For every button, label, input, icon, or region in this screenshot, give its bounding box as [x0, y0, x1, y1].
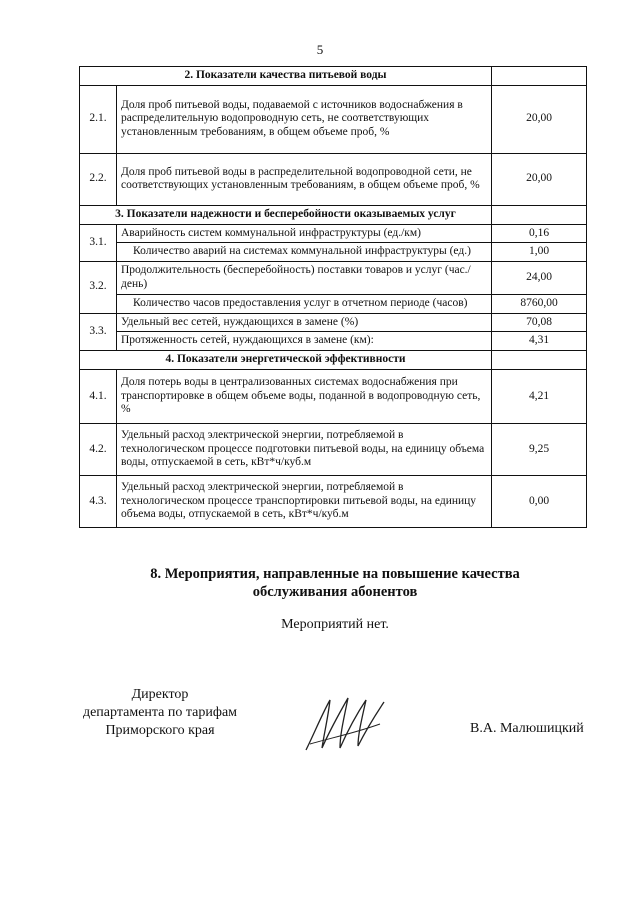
- row-description: Количество часов предоставления услуг в отчетном периоде (часов): [117, 294, 492, 313]
- no-measures-text: Мероприятий нет.: [281, 617, 389, 632]
- table-row: [80, 294, 587, 313]
- heading-line: обслуживания абонентов: [252, 584, 418, 601]
- section-title: 4. Показатели энергетической эффективности: [80, 351, 492, 370]
- row-description: Удельный расход электрической энергии, потребляемой в технологическом процессе транспортировки питьевой воды, на единицу объема воды, отпускаемой в сеть, кВт*ч/куб.м: [117, 475, 492, 527]
- table-row: [80, 243, 587, 262]
- row-number: 2.2.: [80, 153, 117, 205]
- row-number: 3.1.: [80, 224, 117, 262]
- row-description: Доля потерь воды в централизованных системах водоснабжения при транспортировке в общем объеме воды, поданной в водопроводную сеть, %: [117, 369, 492, 423]
- table-row: [80, 475, 587, 527]
- row-number: 4.2.: [80, 423, 117, 475]
- indicators-table: [79, 66, 587, 528]
- table-row: [80, 423, 587, 475]
- row-value: 20,00: [492, 85, 587, 153]
- empty-cell: [492, 67, 587, 86]
- table-row: [80, 85, 587, 153]
- row-description: Продолжительность (бесперебойность) поставки товаров и услуг (час./день): [117, 262, 492, 295]
- table-row: [80, 153, 587, 205]
- row-value: 20,00: [492, 153, 587, 205]
- table-row: [80, 369, 587, 423]
- row-number: 4.3.: [80, 475, 117, 527]
- table-row: [80, 332, 587, 351]
- row-value: 70,08: [492, 313, 587, 332]
- table-row: [80, 262, 587, 295]
- table-row: [80, 313, 587, 332]
- signatory-title-line: Директор: [131, 687, 189, 702]
- row-description: Доля проб питьевой воды, подаваемой с источников водоснабжения в распределительную водопроводную сеть, не соответствующих установленным требованиям, в общем объеме проб, %: [117, 85, 492, 153]
- signatory-title: [50, 686, 270, 741]
- row-value: 9,25: [492, 423, 587, 475]
- signatory-title-line: Приморского края: [105, 723, 215, 739]
- row-value: 8760,00: [492, 294, 587, 313]
- row-value: 1,00: [492, 243, 587, 262]
- row-value: 24,00: [492, 262, 587, 295]
- section-header-row: [80, 67, 587, 86]
- row-value: 0,16: [492, 224, 587, 243]
- row-description: Доля проб питьевой воды в распределительной водопроводной сети, не соответствующих установленным требованиям, в общем объеме проб, %: [117, 153, 492, 205]
- row-value: 4,21: [492, 369, 587, 423]
- row-number: 3.3.: [80, 313, 117, 351]
- page-number: 5: [316, 42, 324, 57]
- heading-line: 8. Мероприятия, направленные на повышение качества: [150, 566, 520, 582]
- signatory-name: В.А. Малюшицкий: [470, 721, 584, 736]
- row-description: Аварийность систем коммунальной инфраструктуры (ед./км): [117, 224, 492, 243]
- section-header-row: [80, 205, 587, 224]
- section-title: 3. Показатели надежности и бесперебойности оказываемых услуг: [80, 205, 492, 224]
- section-8-heading: [0, 565, 640, 601]
- row-description: Протяженность сетей, нуждающихся в замене (км):: [117, 332, 492, 351]
- row-value: 0,00: [492, 475, 587, 527]
- empty-cell: [492, 351, 587, 370]
- row-description: Удельный расход электрической энергии, потребляемой в технологическом процессе подготовки питьевой воды, на единицу объема воды, отпускаемой в сеть, кВт*ч/куб.м: [117, 423, 492, 475]
- signatory-title-line: департамента по тарифам: [82, 705, 238, 721]
- section-header-row: [80, 351, 587, 370]
- row-number: 4.1.: [80, 369, 117, 423]
- row-value: 4,31: [492, 332, 587, 351]
- table-row: [80, 224, 587, 243]
- row-number: 3.2.: [80, 262, 117, 313]
- row-description: Удельный вес сетей, нуждающихся в замене (%): [117, 313, 492, 332]
- row-number: 2.1.: [80, 85, 117, 153]
- section-title: 2. Показатели качества питьевой воды: [80, 67, 492, 86]
- row-description: Количество аварий на системах коммунальной инфраструктуры (ед.): [117, 243, 492, 262]
- handwritten-signature: [300, 694, 390, 754]
- empty-cell: [492, 205, 587, 224]
